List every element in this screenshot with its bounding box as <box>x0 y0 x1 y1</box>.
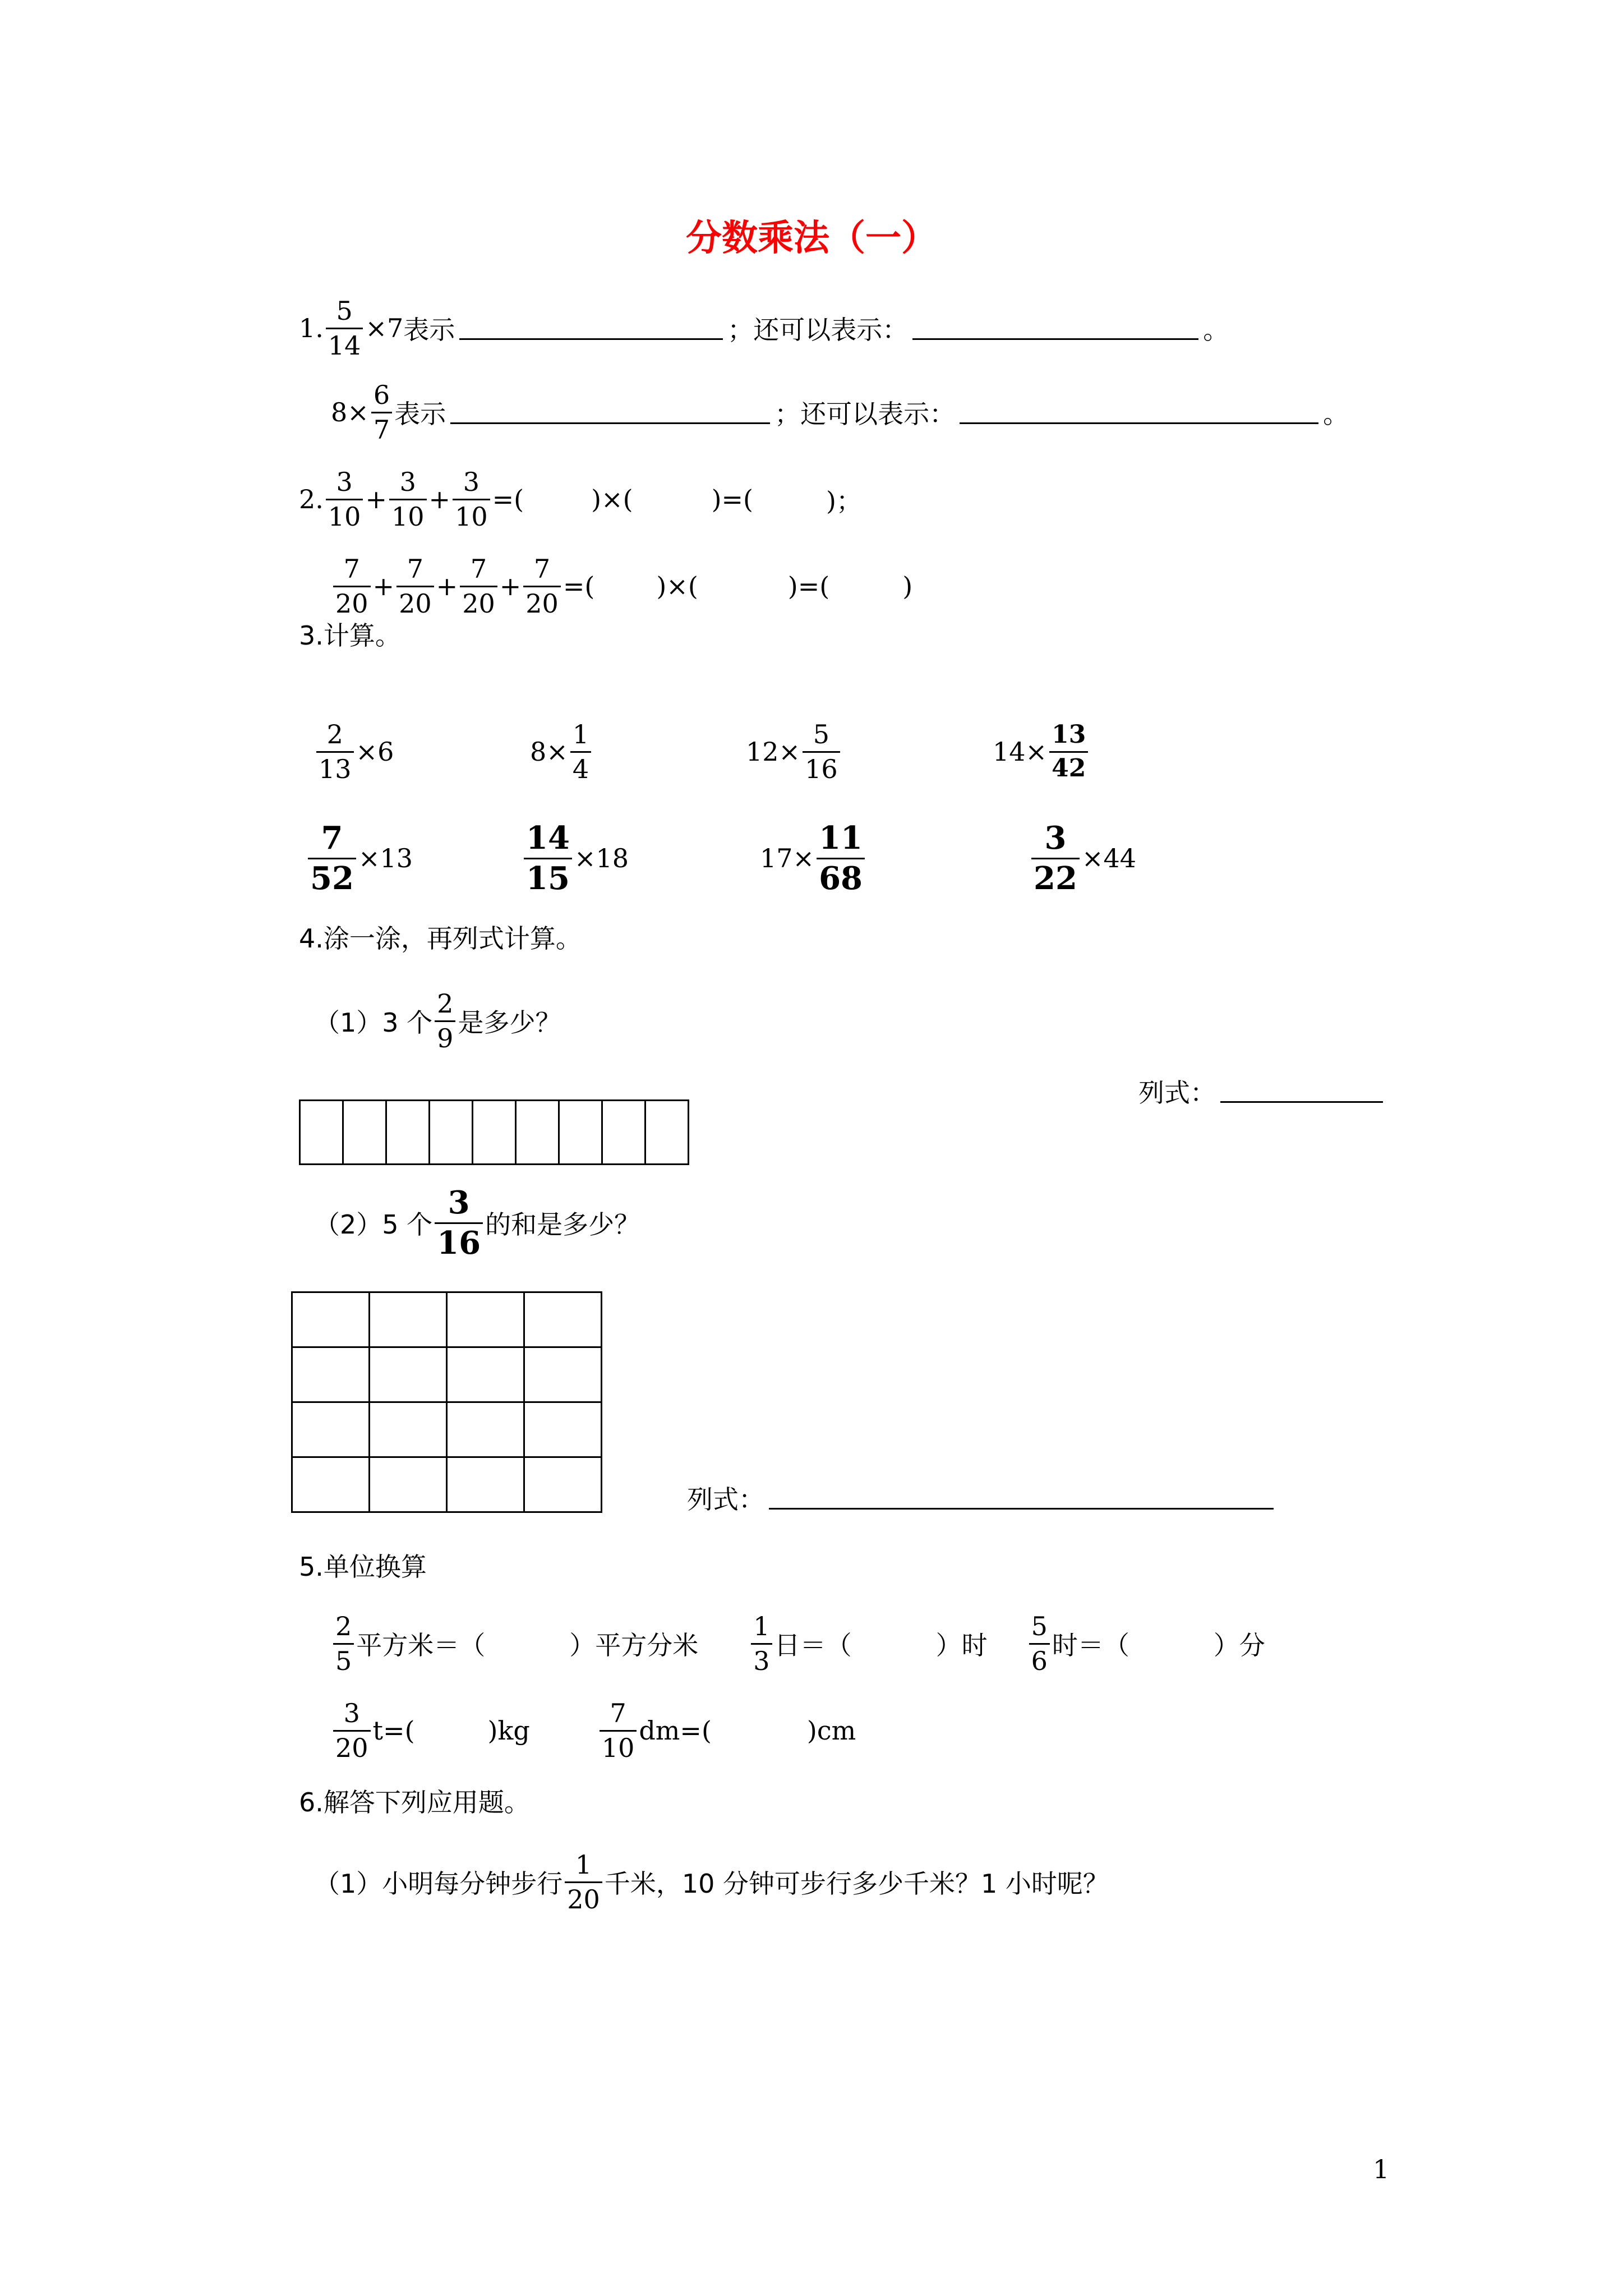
grid-cell[interactable] <box>344 1101 387 1165</box>
shading-grid-1x9[interactable] <box>299 1099 689 1165</box>
paren-close: ) <box>902 571 913 601</box>
paren-open: =( <box>562 571 595 601</box>
q3-item <box>306 802 413 914</box>
conversion-text: )cm <box>806 1715 856 1746</box>
grid-cell[interactable] <box>448 1403 525 1458</box>
grid-cell[interactable] <box>293 1293 370 1348</box>
fraction: $\frac{5}{14}$ <box>326 297 363 359</box>
fraction: $\frac{5}{16}$ <box>803 721 840 783</box>
fraction: $\frac{7}{20}$ <box>396 555 434 617</box>
text: 。 <box>1203 315 1229 345</box>
fraction: $\frac{2}{5}$ <box>333 1613 354 1674</box>
conversion-text: 时＝（ <box>1052 1630 1129 1660</box>
fraction: $\frac{7}{20}$ <box>333 555 371 617</box>
expression: ×13 <box>358 843 413 873</box>
times: )×( <box>656 571 698 601</box>
text: 表示 <box>403 315 455 345</box>
fraction: $\frac{7}{20}$ <box>523 555 561 617</box>
conversion-text: ）分 <box>1213 1630 1265 1660</box>
grid-cell[interactable] <box>370 1293 448 1348</box>
plus: + <box>428 484 451 514</box>
conversion-text: )kg <box>487 1715 530 1746</box>
plus: + <box>372 571 395 601</box>
expression: ×7 <box>365 313 404 343</box>
grid-cell[interactable] <box>525 1293 602 1348</box>
question-text: 千米，10 分钟可步行多少千米？1 小时呢？ <box>604 1869 1109 1899</box>
fraction: $\frac{3}{16}$ <box>435 1186 483 1260</box>
fraction: $\frac{14}{15}$ <box>524 822 572 895</box>
q3-item <box>760 802 867 914</box>
expression: 17× <box>760 843 815 873</box>
q3-item <box>1029 802 1136 914</box>
q1-label: 1. <box>299 313 324 343</box>
grid-cell[interactable] <box>293 1403 370 1458</box>
grid-cell[interactable] <box>448 1293 525 1348</box>
fraction: $\frac{5}{6}$ <box>1029 1613 1050 1674</box>
expression: ×18 <box>574 843 629 873</box>
fraction: $\frac{3}{22}$ <box>1031 822 1080 895</box>
q6-part1 <box>314 1826 1109 1938</box>
answer-blank[interactable] <box>960 401 1318 424</box>
page-title: 分数乘法（一） <box>686 218 937 259</box>
fraction: $\frac{7}{20}$ <box>460 555 497 617</box>
expression: 14× <box>993 737 1048 767</box>
paren-close: )； <box>826 486 862 516</box>
q2-line2 <box>331 530 912 642</box>
grid-cell[interactable] <box>448 1458 525 1513</box>
q5-line2 <box>331 1674 856 1787</box>
grid-cell[interactable] <box>370 1403 448 1458</box>
expression: 8× <box>530 737 568 767</box>
fraction: $\frac{1}{3}$ <box>751 1613 772 1674</box>
text: 。 <box>1323 399 1349 429</box>
answer-blank[interactable] <box>450 401 770 424</box>
q4-part2-formula <box>687 1470 1278 1526</box>
grid-cell[interactable] <box>370 1458 448 1513</box>
equals: )=( <box>787 571 830 601</box>
plus: + <box>436 571 458 601</box>
fraction: $\frac{11}{68}$ <box>817 822 865 895</box>
conversion-text: 平方米＝（ <box>356 1630 486 1660</box>
q6-heading: 6.解答下列应用题。 <box>299 1787 530 1818</box>
grid-cell[interactable] <box>293 1348 370 1403</box>
conversion-text: dm=( <box>639 1715 712 1746</box>
text: 表示 <box>394 399 446 429</box>
text: ；还可以表示： <box>727 315 909 345</box>
grid-cell[interactable] <box>517 1101 560 1165</box>
answer-blank[interactable] <box>769 1487 1274 1510</box>
part-label: （1）3 个 <box>314 1007 433 1038</box>
plus: + <box>499 571 522 601</box>
q5-heading: 5.单位换算 <box>299 1552 427 1582</box>
q3-item <box>746 696 842 808</box>
fraction: $\frac{2}{13}$ <box>316 721 354 783</box>
grid-cell[interactable] <box>301 1101 344 1165</box>
grid-cell[interactable] <box>525 1458 602 1513</box>
fraction: $\frac{3}{10}$ <box>326 468 363 530</box>
question-text: 的和是多少？ <box>485 1209 640 1240</box>
grid-cell[interactable] <box>525 1403 602 1458</box>
times: )×( <box>591 484 633 514</box>
fraction: $\frac{3}{10}$ <box>453 468 490 530</box>
fraction: $\frac{1}{4}$ <box>570 721 591 783</box>
equals: )=( <box>711 484 753 514</box>
plus: + <box>365 484 387 514</box>
q3-item <box>993 696 1090 808</box>
answer-blank[interactable] <box>912 317 1198 340</box>
q4-part1 <box>314 965 561 1077</box>
q4-part1-formula <box>1138 1063 1387 1119</box>
grid-cell[interactable] <box>448 1348 525 1403</box>
grid-cell[interactable] <box>293 1458 370 1513</box>
paren-open: =( <box>492 484 524 514</box>
formula-label: 列式： <box>1138 1078 1216 1108</box>
grid-cell[interactable] <box>525 1348 602 1403</box>
grid-cell[interactable] <box>473 1101 517 1165</box>
conversion-text: 日＝（ <box>774 1630 852 1660</box>
q3-item <box>530 696 593 808</box>
conversion-text: ）时 <box>935 1630 988 1660</box>
fraction: $\frac{3}{10}$ <box>389 468 427 530</box>
formula-label: 列式： <box>687 1484 764 1515</box>
fraction: $\frac{7}{10}$ <box>600 1700 637 1761</box>
question-text: 是多少？ <box>458 1007 561 1038</box>
q2-label: 2. <box>299 484 324 514</box>
grid-cell[interactable] <box>430 1101 473 1165</box>
part-label: （2）5 个 <box>314 1209 433 1240</box>
expression: 8× <box>331 397 369 427</box>
expression: ×44 <box>1081 843 1137 873</box>
conversion-text: t=( <box>372 1715 415 1746</box>
fraction: $\frac{2}{9}$ <box>435 990 455 1052</box>
text: ；还可以表示： <box>774 399 956 429</box>
q3-item <box>314 696 394 808</box>
answer-blank[interactable] <box>459 317 723 340</box>
grid-cell[interactable] <box>560 1101 603 1165</box>
grid-cell[interactable] <box>387 1101 430 1165</box>
page-number: 1 <box>1373 2154 1390 2184</box>
expression: 12× <box>746 737 801 767</box>
fraction: $\frac{7}{52}$ <box>308 822 356 895</box>
q4-heading: 4.涂一涂，再列式计算。 <box>299 923 582 954</box>
grid-cell[interactable] <box>370 1348 448 1403</box>
shading-grid-4x4[interactable] <box>291 1291 602 1513</box>
fraction: $\frac{3}{20}$ <box>333 1700 371 1761</box>
fraction: $\frac{1}{20}$ <box>565 1851 602 1913</box>
expression: ×6 <box>356 737 394 767</box>
fraction: $\frac{13}{42}$ <box>1049 722 1088 781</box>
q4-part2 <box>314 1167 640 1279</box>
conversion-text: ）平方分米 <box>569 1630 699 1660</box>
q3-heading: 3.计算。 <box>299 620 401 651</box>
q3-item <box>522 802 629 914</box>
question-text: （1）小明每分钟步行 <box>314 1869 563 1899</box>
fraction: $\frac{6}{7}$ <box>371 381 392 443</box>
grid-cell[interactable] <box>646 1101 689 1165</box>
answer-blank[interactable] <box>1220 1080 1383 1103</box>
grid-cell[interactable] <box>603 1101 646 1165</box>
